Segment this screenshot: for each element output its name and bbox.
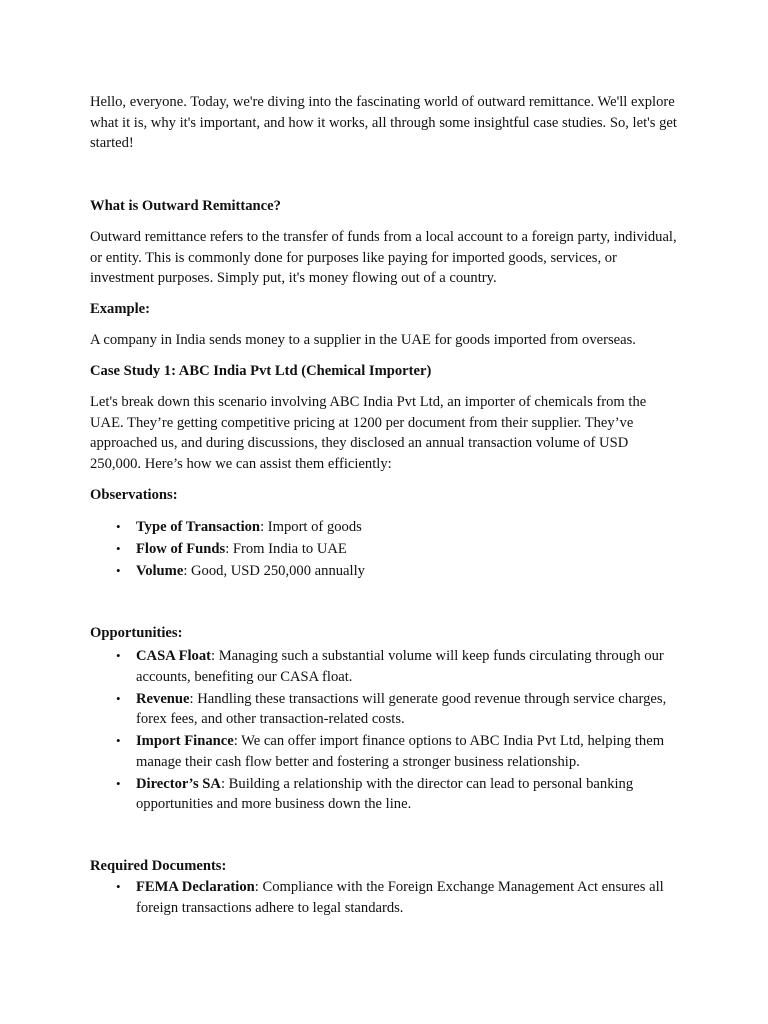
- list-item-text: : Managing such a substantial volume will keep funds circulating through our accounts, benefiting our CASA float.: [136, 648, 664, 685]
- list-item-text: : Handling these transactions will generate good revenue through service charges, forex fees, and other transaction-related costs.: [136, 690, 667, 727]
- list-item: [90, 561, 680, 582]
- list-item-text: : Import of goods: [260, 519, 362, 535]
- list-item: [90, 539, 680, 560]
- list-item-term: Volume: [136, 563, 184, 579]
- what-is-paragraph: Outward remittance refers to the transfer of funds from a local account to a foreign party, individual, or entity. This is commonly done for purposes like paying for imported goods, services, or investment purposes. Simply put, it's money flowing out of a country.: [90, 229, 677, 286]
- bullet-icon: •: [116, 690, 121, 706]
- list-item-text: : Compliance with the Foreign Exchange Management Act ensures all foreign transactions adhere to legal standards.: [136, 879, 664, 916]
- opportunities-heading: Opportunities:: [90, 625, 183, 641]
- list-item-term: Flow of Funds: [136, 541, 226, 557]
- bullet-icon: •: [116, 775, 121, 791]
- bullet-icon: •: [116, 563, 121, 578]
- list-item-term: FEMA Declaration: [136, 879, 255, 895]
- opportunities-list: [90, 646, 680, 816]
- list-item: [90, 731, 680, 772]
- list-item: [90, 689, 680, 730]
- case-study-1-paragraph: Let's break down this scenario involving ABC India Pvt Ltd, an importer of chemicals from the UAE. They’re getting competitive pricing at 1200 per document from their supplier. They’ve approached us, and during discussions, they disclosed an annual transaction volume of USD 250,000. Here’s how we can assist them efficiently:: [90, 394, 647, 472]
- bullet-icon: •: [116, 541, 121, 556]
- list-item-text: : Good, USD 250,000 annually: [183, 563, 365, 579]
- required-documents-heading: Required Documents:: [90, 858, 227, 874]
- bullet-icon: •: [116, 519, 121, 534]
- observations-list: [90, 517, 680, 583]
- list-item-text: : We can offer import finance options to ABC India Pvt Ltd, helping them manage their cash flow better and fostering a stronger business relationship.: [136, 733, 665, 770]
- list-item-term: Type of Transaction: [136, 519, 261, 535]
- list-item-text: : From India to UAE: [225, 541, 347, 557]
- required-documents-list: [90, 877, 680, 920]
- bullet-icon: •: [116, 733, 121, 748]
- list-item-term: Director’s SA: [136, 775, 221, 792]
- example-heading: Example:: [90, 301, 150, 317]
- bullet-icon: •: [116, 879, 121, 894]
- observations-heading: Observations:: [90, 487, 178, 503]
- list-item-term: Revenue: [136, 690, 190, 707]
- list-item: [90, 877, 680, 918]
- list-item: [90, 517, 680, 538]
- list-item-term: CASA Float: [136, 648, 211, 664]
- list-item-term: Import Finance: [136, 733, 234, 749]
- what-is-heading: What is Outward Remittance?: [90, 198, 281, 214]
- case-study-1-heading: Case Study 1: ABC India Pvt Ltd (Chemical Importer): [90, 363, 432, 379]
- intro-paragraph: Hello, everyone. Today, we're diving into the fascinating world of outward remittance. We'll explore what it is, why it's important, and how it works, all through some insightful case studies. So, let's get started!: [90, 94, 677, 151]
- list-item-text: : Building a relationship with the director can lead to personal banking opportunities and more business down the line.: [136, 775, 634, 812]
- list-item: [90, 774, 680, 815]
- list-item: [90, 646, 680, 687]
- bullet-icon: •: [116, 648, 121, 663]
- example-paragraph: A company in India sends money to a supplier in the UAE for goods imported from overseas.: [90, 332, 636, 348]
